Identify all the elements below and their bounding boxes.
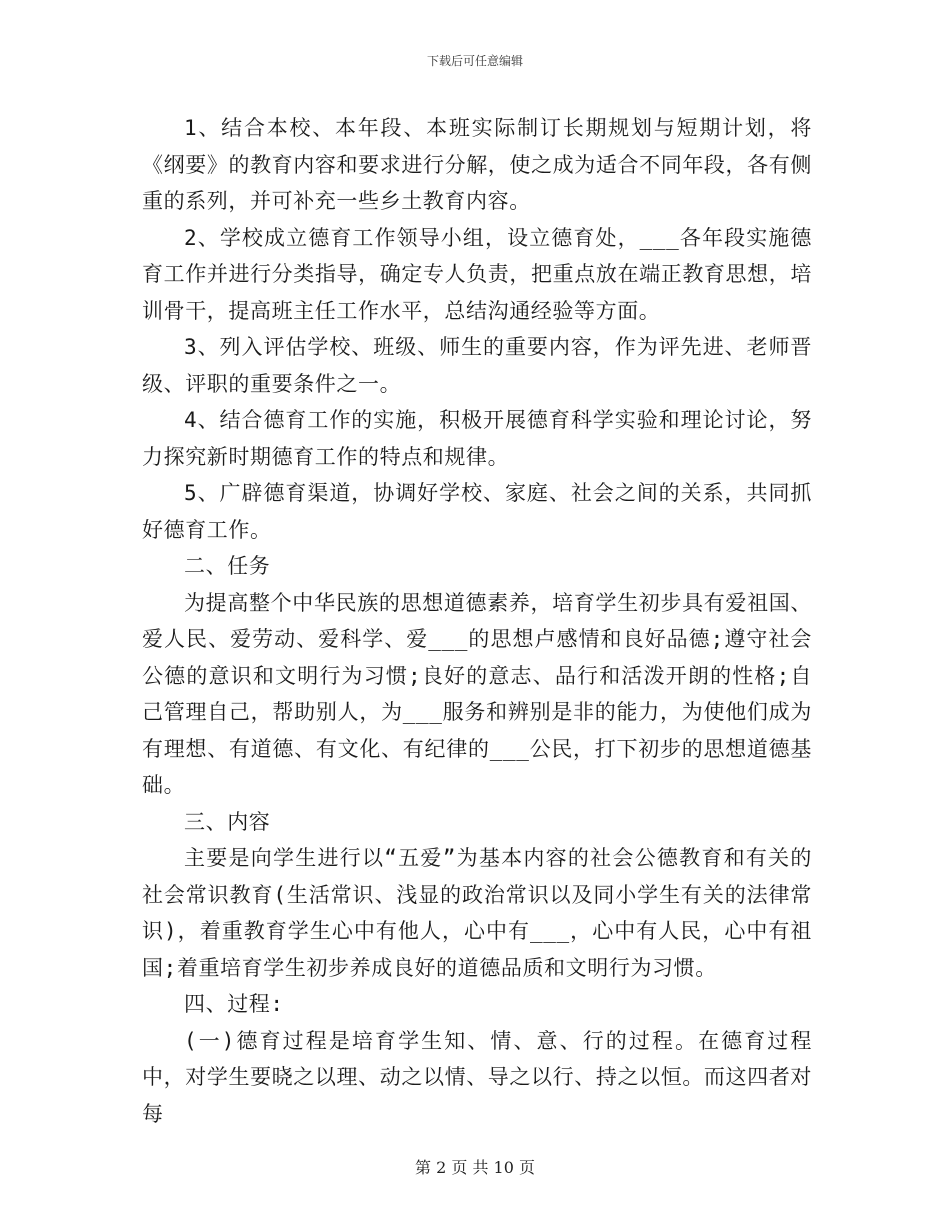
paragraph-item-2: 2、学校成立德育工作领导小组，设立德育处，___各年段实施德育工作并进行分类指导，确定专人负责，把重点放在端正教育思想，培训骨干，提高班主任工作水平，总结沟通经验等方面。 <box>142 225 812 323</box>
paragraph-process-1: (一)德育过程是培育学生知、情、意、行的过程。在德育过程中，对学生要晓之以理、动之以情、导之以行、持之以恒。而这四者对每 <box>142 1028 812 1126</box>
paragraph-item-3: 3、列入评估学校、班级、师生的重要内容，作为评先进、老师晋级、评职的重要条件之一。 <box>142 335 812 396</box>
section-heading-content: 三、内容 <box>184 809 271 834</box>
paragraph-tasks: 为提高整个中华民族的思想道德素养，培育学生初步具有爱祖国、爱人民、爱劳动、爱科学、爱___的思想卢感情和良好品德;遵守社会公德的意识和文明行为习惯;良好的意志、品行和活泼开朗的性格;自己管理自己，帮助别人，为___服务和辨别是非的能力，为使他们成为有理想、有道德、有文化、有纪律的___公民，打下初步的思想道德基础。 <box>142 590 812 797</box>
page-indicator: 第 2 页 共 10 页 <box>415 1158 535 1177</box>
section-heading-process: 四、过程: <box>184 992 284 1016</box>
document-body <box>142 110 812 1132</box>
section-heading-tasks: 二、任务 <box>184 554 271 578</box>
paragraph-item-1: 1、结合本校、本年段、本班实际制订长期规划与短期计划，将《纲要》的教育内容和要求进行分解，使之成为适合不同年段，各有侧重的系列，并可补充一些乡土教育内容。 <box>142 116 812 213</box>
paragraph-item-5: 5、广辟德育渠道，协调好学校、家庭、社会之间的关系，共同抓好德育工作。 <box>142 481 812 542</box>
page-header-note: 下载后可任意编辑 <box>426 54 523 68</box>
paragraph-content: 主要是向学生进行以“五爱”为基本内容的社会公德教育和有关的社会常识教育(生活常识、浅显的政治常识以及同小学生有关的法律常识)，着重教育学生心中有他人，心中有___，心中有人民，心中有祖国;着重培育学生初步养成良好的道德品质和文明行为习惯。 <box>142 846 812 980</box>
paragraph-item-4: 4、结合德育工作的实施，积极开展德育科学实验和理论讨论，努力探究新时期德育工作的特点和规律。 <box>142 408 812 469</box>
